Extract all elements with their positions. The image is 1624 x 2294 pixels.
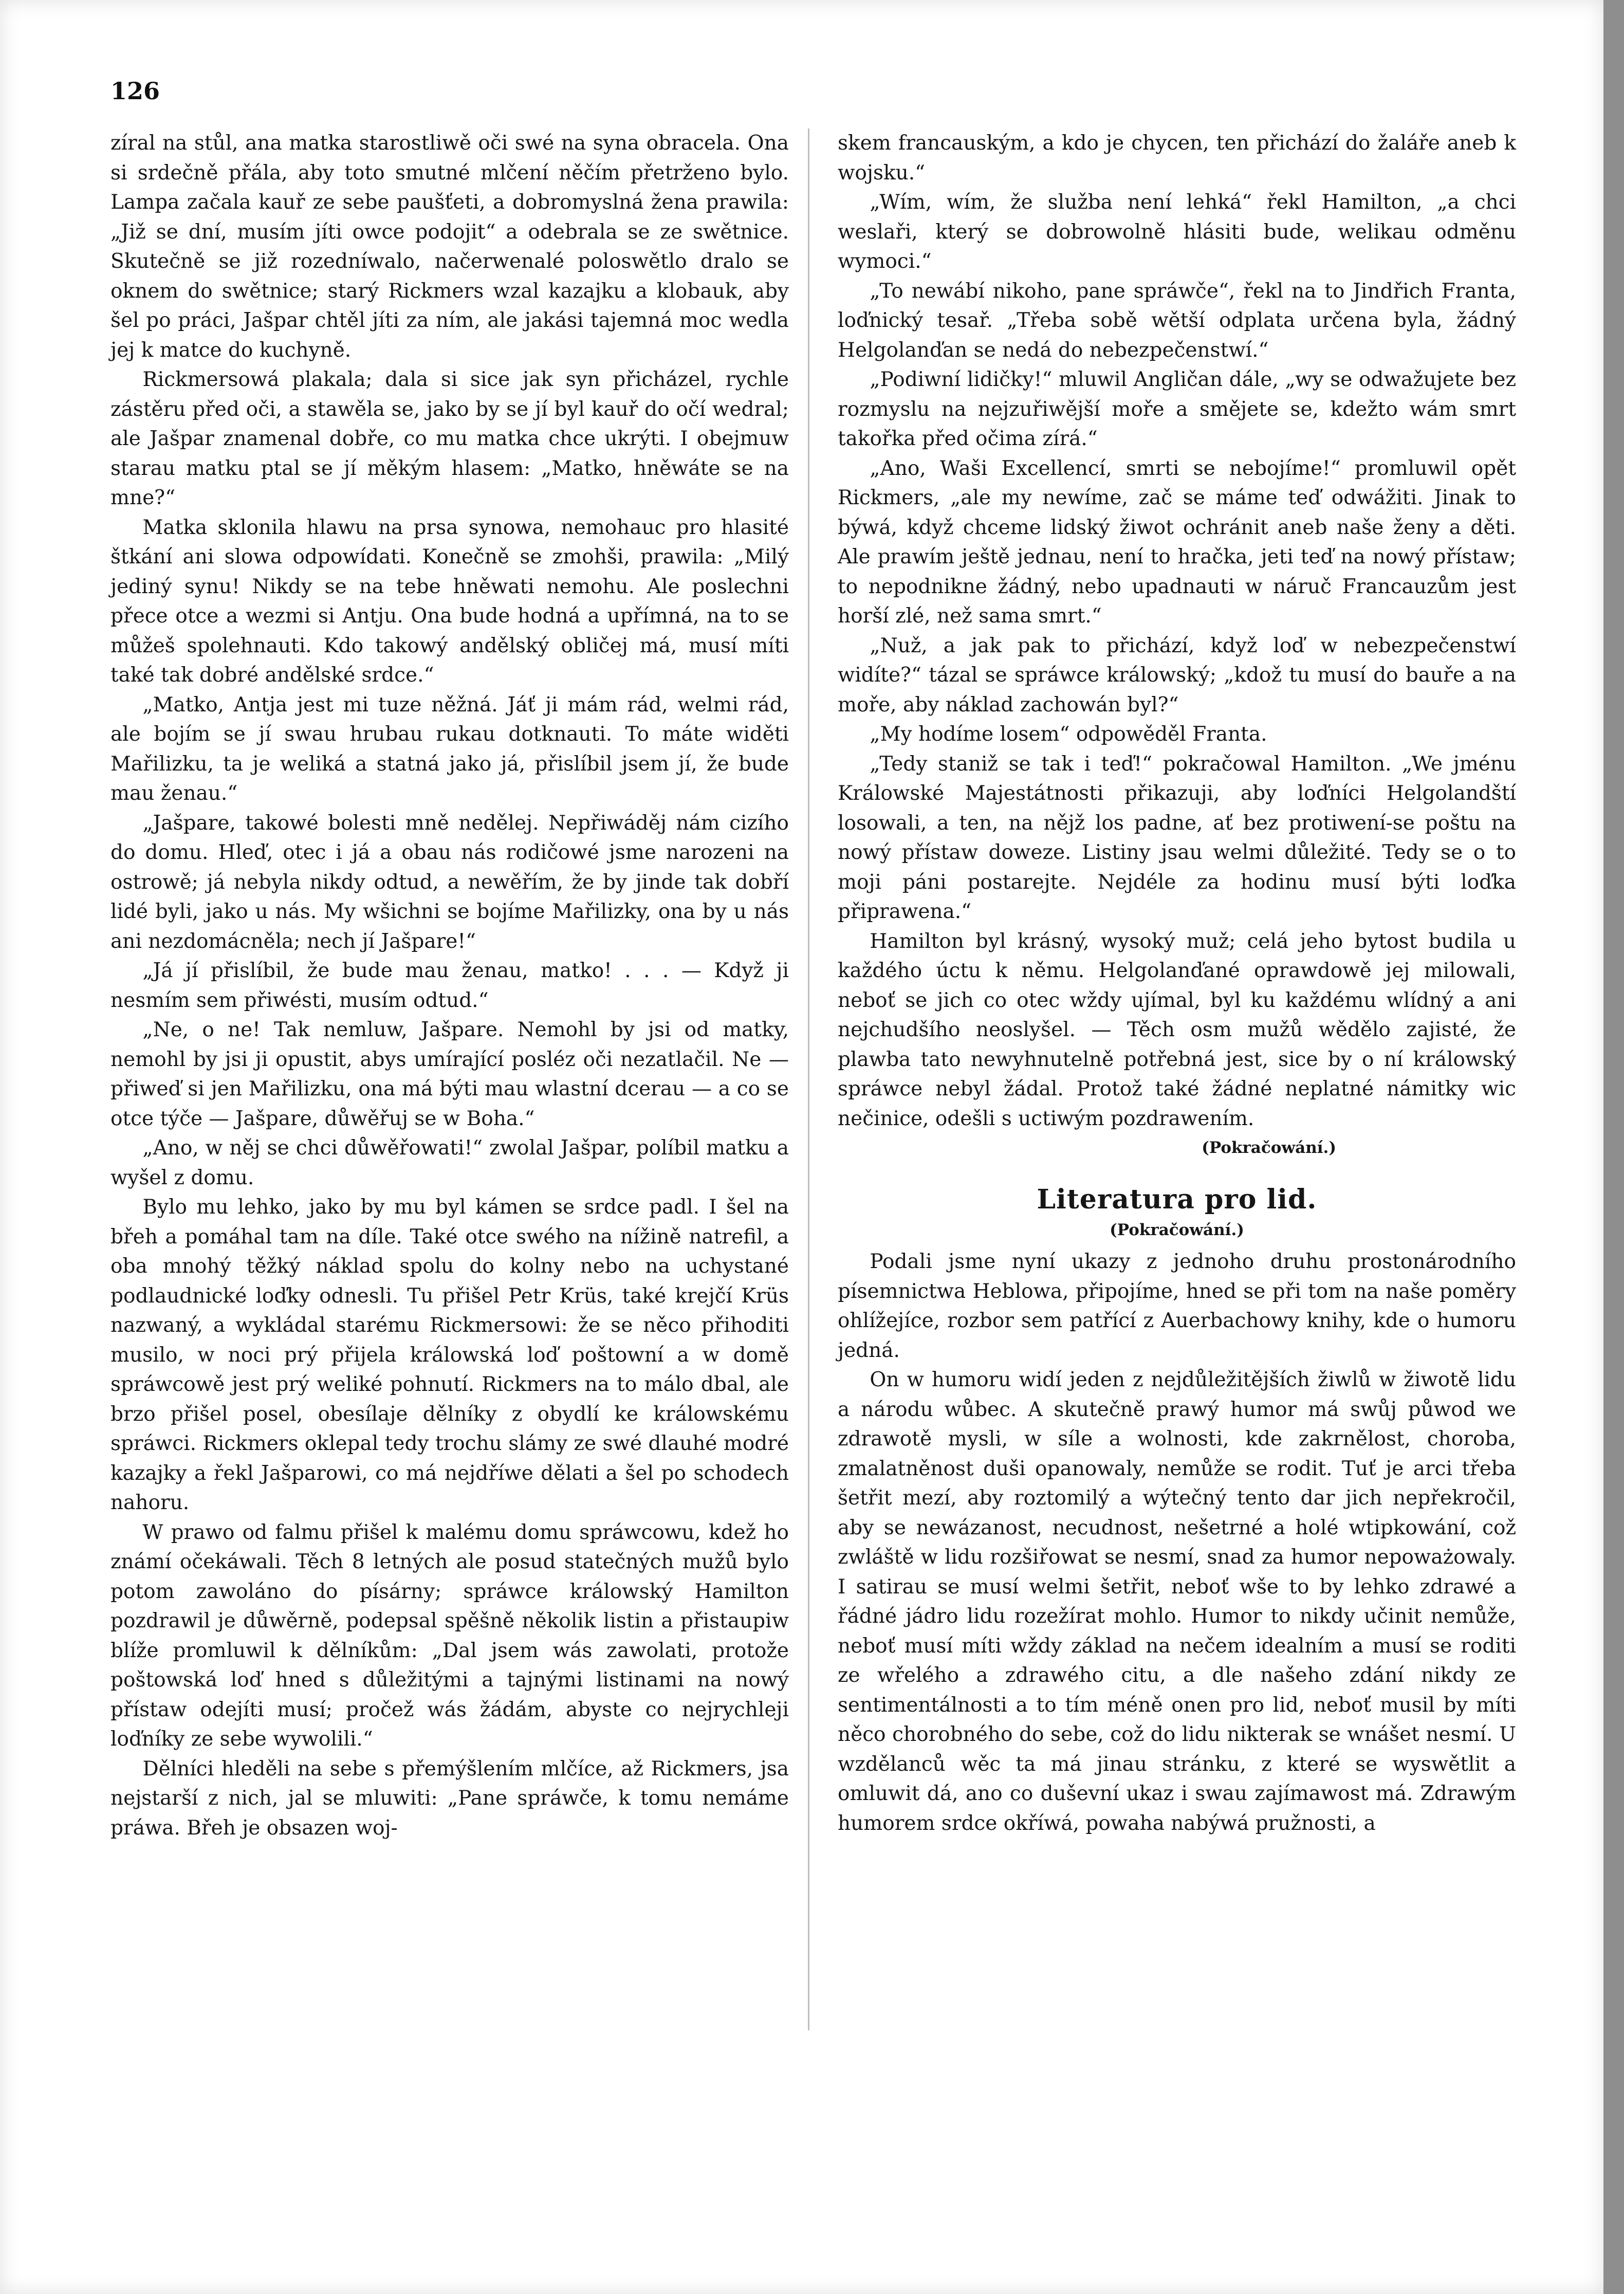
section-title: Literatura pro lid. xyxy=(1037,1183,1317,1215)
paragraph: Hamilton byl krásný, wysoký muž; celá jeho bytost budila u každého úctu k němu. Helgolanďané oprawdowě jej milowali, neboť se jich co otec wždy ujímal, byl ku každému wlídný a ani nejchudšího neoslyšel. — Těch osm mužů wědělo zajisté, že plawba tato newyhnutelně potřebná jest, sice by o ní králowský spráwce nebyl žádal. Protož také žádné neplatné námitky wic nečinice, odešli s uctiwým pozdrawením. xyxy=(838,929,1516,1130)
paragraph: On w humoru widí jeden z nejdůležitějších žiwlů w žiwotě lidu a národu wůbec. A skutečně prawý humor má swůj půwod we zdrawotě mysli, w síle a wolnosti, kde zakrnělost, choroba, zmalatněnost duši opanowaly, nemůže se rodit. Tuť je arci třeba šetřit mezí, aby roztomilý a wýtečný tento dar jich nepřekročil, aby se newázanost, necudnost, nešetrné a holé wtipkowání, což zwláště w lidu rozšiřowat se nesmí, snad za humor nepoważowaly. I satirau se musí welmi šetřit, neboť wše to by lehko zdrawé a řádné jádro lidu rozežírat mohlo. Humor to nikdy učinit nemůže, neboť musí míti wždy základ na nečem idealním a musí se roditi ze wřelého a zdrawého citu, a dle našeho zdání nikdy ze sentimentálnosti a to tím méně onen pro lid, neboť musil by míti něco chorobného do sebe, což do lidu nikterak se wnášet nesmí. U wzdělanců wěc ta má jinau stránku, z které se wyswětlit a omluwit dá, ano co duševní ukaz i swau zajímawost má. Zdrawým humorem srdce okříwá, powaha nabýwá pružnosti, a xyxy=(838,1368,1516,1835)
column-divider xyxy=(808,129,809,2030)
paragraph: Rickmersowá plakala; dala si sice jak syn přicházel, rychle zástěru před oči, a stawěla se, jako by se jí byl kauř do očí wedral; ale Jašpar znamenal dobře, co mu matka chce ukrýti. I obejmuw starau matku ptal se jí měkým hlasem: „Matko, hněwáte se na mne?“ xyxy=(110,368,789,509)
paragraph: skem francauským, a kdo je chycen, ten přichází do žaláře aneb k wojsku.“ xyxy=(838,132,1516,185)
paragraph: „Ano, w něj se chci důwěřowati!“ zwolal Jašpar, políbil matku a wyšel z domu. xyxy=(110,1136,789,1189)
paragraph: „Já jí přislíbil, že bude mau ženau, matko! . . . — Když ji nesmím sem přiwésti, musím odtud.“ xyxy=(110,959,789,1012)
paragraph: „My hodíme losem“ odpowěděl Franta. xyxy=(870,723,1267,746)
paragraph: „Matko, Antja jest mi tuze něžná. Jáť ji mám rád, welmi rád, ale bojím se jí swau hrubau rukau dotknauti. To máte widěti Mařilizku, ta je weliká a statná jako já, přislíbil jsem jí, že bude mau ženau.“ xyxy=(110,693,789,805)
paragraph: „Ne, o ne! Tak nemluw, Jašpare. Nemohl by jsi od matky, nemohl by jsi ji opustit, abys umírající posléz oči nezatlačil. Ne — přiweď si jen Mařilizku, ona má býti mau wlastní dcerau — a co se otce týče — Jašpare, důwěřuj se w Boha.“ xyxy=(110,1018,789,1130)
paragraph: „Tedy staniž se tak i teď!“ pokračowal Hamilton. „We jménu Králowské Majestátnosti přikazuji, aby loďníci Helgolandští losowali, a ten, na nějž los padne, ať bez protiwení-se poštu na nowý přístaw doweze. Listiny jsau welmi důležité. Tedy se o to moji páni postarejte. Nejdéle za hodinu musí býti loďka připrawena.“ xyxy=(838,752,1516,923)
continuation-note: (Pokračowání.) xyxy=(1202,1139,1336,1157)
paragraph: W prawo od falmu přišel k malému domu spráwcowu, kdež ho známí očekáwali. Těch 8 letných ale posud statečných mužů bylo potom zawoláno do písárny; spráwce králowský Hamilton pozdrawil je důwěrně, podepsal spěšně několik listin a přistaupiw blíže promluwil k dělníkům: „Dal jsem wás zawolati, protože poštowská loď hned s důležitými a tajnými listinami na nowý přístaw odejíti musí; pročež wás žádám, abyste co nejrychleji loďníky ze sebe wywolili.“ xyxy=(110,1520,789,1751)
paragraph: Matka sklonila hlawu na prsa synowa, nemohauc pro hlasité štkání ani slowa odpowídati. Konečně se zmohši, prawila: „Milý jediný synu! Nikdy se na tebe hněwati nemohu. Ale poslechni přece otce a wezmi si Antju. Ona bude hodná a upřímná, na to se můžeš spolehnauti. Kdo takowý andělský obličej má, musí míti také tak dobré andělské srdce.“ xyxy=(110,516,789,687)
paragraph: „Podiwní lidičky!“ mluwil Angličan dále, „wy se odwažujete bez rozmyslu na nejzuřiwější moře a smějete se, kdežto wám smrt takořka před očima zírá.“ xyxy=(838,368,1516,450)
page-number: 126 xyxy=(110,77,160,105)
section-subtitle: (Pokračowání.) xyxy=(1110,1220,1244,1239)
paragraph: „To newábí nikoho, pane spráwče“, řekl na to Jindřich Franta, loďnický tesař. „Třeba sobě wětší odplata určena byla, žádný Helgolanďan se nedá do nebezpečenstwí.“ xyxy=(838,279,1516,362)
paragraph: Podali jsme nyní ukazy z jednoho druhu prostonárodního písemnictwa Heblowa, připojíme, hned se při tom na naše poměry ohlížejíce, rozbor sem patřící z Auerbachowy knihy, kde o humoru jedná. xyxy=(838,1250,1516,1362)
right-column xyxy=(838,129,1516,1838)
scan-edge xyxy=(1603,0,1624,2294)
paragraph: „Nuž, a jak pak to přichází, když loď w nebezpečenstwí widíte?“ tázal se spráwce králowský; „kdož tu musí do bauře a na moře, aby náklad zachowán byl?“ xyxy=(838,634,1516,717)
left-column xyxy=(110,129,789,1843)
paragraph: Dělníci hleděli na sebe s přemýšlením mlčíce, až Rickmers, jsa nejstarší z nich, jal se mluwiti: „Pane spráwče, k tomu nemáme práwa. Břeh je obsazen woj- xyxy=(110,1757,789,1840)
paragraph: „Ano, Waši Excellencí, smrti se nebojíme!“ promluwil opět Rickmers, „ale my newíme, zač se máme teď odwážiti. Jinak to býwá, když chceme lidský žiwot ochránit aneb naše ženy a děti. Ale prawím ještě jednau, není to hračka, jeti teď na nowý přístaw; to nepodnikne žádný, nebo upadnauti w náruč Francauzům jest horší zlé, než sama smrt.“ xyxy=(838,456,1516,628)
paragraph: zíral na stůl, ana matka starostliwě oči swé na syna obracela. Ona si srdečně přála, aby toto smutné mlčení něčím přetrženo bylo. Lampa začala kauř ze sebe paušťeti, a dobromyslná žena prawila: „Již se dní, musím jíti owce podojit“ a odebrala se ze swětnice. Skutečně se již rozedníwalo, načerwenalé poloswětlo dralo se oknem do swětnice; starý Rickmers wzal kazajku a klobauk, aby šel po práci, Jašpar chtěl jíti za ním, ale jakási tajemná moc wedla jej k matce do kuchyně. xyxy=(110,132,789,362)
paragraph: „Wím, wím, že služba není lehká“ řekl Hamilton, „a chci weslaři, který se dobrowolně hlásiti bude, welikau odměnu wymoci.“ xyxy=(838,191,1516,273)
paragraph: Bylo mu lehko, jako by mu byl kámen se srdce padl. I šel na břeh a pomáhal tam na díle. Také otce swého na nížině natrefil, a oba mnohý těžký náklad spolu do kolny nebo na uchystané podlaudnické loďky odnesli. Tu přišel Petr Krüs, také krejčí Krüs nazwaný, a wykládal starému Rickmersowi: že se něco přihoditi musilo, w noci prý přijela králowská loď poštowní a w domě spráwcowě jest prý weliké pohnutí. Rickmers na to málo dbal, ale brzo přišel posel, obesílaje dělníky z obydlí ke králowskému spráwci. Rickmers oklepal tedy trochu slámy ze swé dlauhé modré kazajky a řekl Jašparowi, co má nejdříwe dělati a šel po schodech nahoru. xyxy=(110,1196,789,1514)
paragraph: „Jašpare, takowé bolesti mně nedělej. Nepřiwáděj nám cizího do domu. Hleď, otec i já a obau nás rodičowé jsme narozeni na ostrowě; já nebyla nikdy odtud, a newěřím, že by jinde tak dobří lidé byli, jako u nás. My wšichni se bojíme Mařilizky, ona by u nás ani nezdomácněla; nech jí Jašpare!“ xyxy=(110,811,789,953)
